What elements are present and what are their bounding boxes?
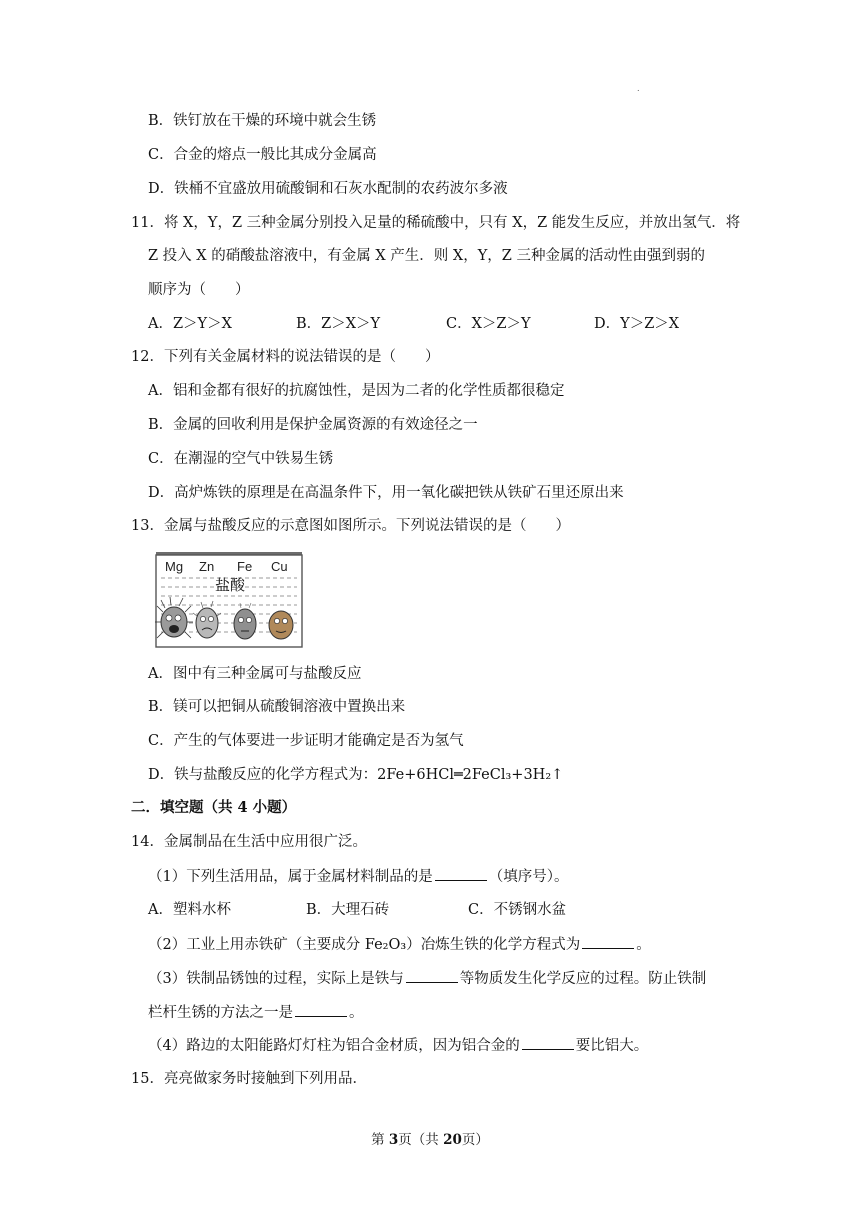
q14-part2 <box>148 934 651 955</box>
footer-suffix: 页） <box>461 1132 489 1148</box>
q14-part1 <box>148 866 568 887</box>
q11-option-a: A．Z＞Y＞X <box>148 316 232 332</box>
q14-part4-suffix: 要比铝大。 <box>575 1038 649 1054</box>
q14-part3-blank2[interactable] <box>295 1002 347 1017</box>
q14-part3-line1 <box>148 968 706 989</box>
q11-stem-line3: 顺序为（ ） <box>148 282 250 298</box>
q14-option-a: A．塑料水杯 <box>148 902 231 918</box>
q14-part1-text: （1）下列生活用品，属于金属材料制品的是 <box>148 869 433 885</box>
q13-option-d <box>148 765 563 785</box>
q10-option-d: D．铁桶不宜盛放用硫酸铜和石灰水配制的农药波尔多液 <box>148 181 508 197</box>
q10-option-c: C．合金的熔点一般比其成分金属高 <box>148 147 377 163</box>
metal-cu-character <box>269 611 293 639</box>
q15-stem: 15．亮亮做家务时接触到下列用品． <box>131 1071 367 1087</box>
q14-part2-suffix: 。 <box>636 937 651 953</box>
q13-option-a: A．图中有三种金属可与盐酸反应 <box>148 666 362 682</box>
q12-option-c: C．在潮湿的空气中铁易生锈 <box>148 451 334 467</box>
q14-part1-blank[interactable] <box>435 866 487 881</box>
metal-acid-illustration <box>155 550 303 648</box>
footer-total-pages: 20 <box>443 1132 462 1148</box>
q10-option-b: B．铁钉放在干燥的环境中就会生锈 <box>148 113 377 129</box>
q13-stem: 13．金属与盐酸反应的示意图如图所示。下列说法错误的是（ ） <box>131 518 570 534</box>
q14-part3-text: （3）铁制品锈蚀的过程，实际上是铁与 <box>148 971 404 987</box>
q14-part3-text2: 等物质发生化学反应的过程。防止铁制 <box>459 971 707 987</box>
q14-part2-blank[interactable] <box>582 934 634 949</box>
metal-fe-character <box>234 603 256 639</box>
metal-mg-character <box>155 597 193 638</box>
q11-option-d: D．Y＞Z＞X <box>594 316 680 332</box>
q14-option-b: B．大理石砖 <box>306 902 390 918</box>
q14-part4-blank[interactable] <box>522 1035 574 1050</box>
q14-part3-blank1[interactable] <box>406 968 458 983</box>
q13-option-d-text: D．铁与盐酸反应的化学方程式为： <box>148 767 378 783</box>
q11-stem-line1: 11．将 X，Y，Z 三种金属分别投入足量的稀硫酸中，只有 X，Z 能发生反应，并放出氢气．将 <box>131 215 741 231</box>
q14-stem: 14．金属制品在生活中应用很广泛。 <box>131 834 367 850</box>
q11-stem-line2: Z 投入 X 的硝酸盐溶液中，有金属 X 产生．则 X，Y，Z 三种金属的活动性由强到弱的 <box>148 248 705 264</box>
acid-label: 盐酸 <box>215 576 246 594</box>
footer-middle: 页（共 <box>398 1132 444 1148</box>
q12-option-b: B．金属的回收利用是保护金属资源的有效途径之一 <box>148 417 478 433</box>
q13-option-c: C．产生的气体要进一步证明才能确定是否为氢气 <box>148 733 464 749</box>
metal-acid-figure <box>155 550 303 648</box>
section-heading-fill-in: 二．填空题（共 4 小题） <box>131 799 297 816</box>
q14-option-c: C．不锈钢水盆 <box>468 902 567 918</box>
q14-part4-text: （4）路边的太阳能路灯灯柱为铝合金材质，因为铝合金的 <box>148 1038 520 1054</box>
q14-part3-text3: 栏杆生锈的方法之一是 <box>148 1005 293 1021</box>
q14-part2-text: （2）工业上用赤铁矿（主要成分 Fe₂O₃）冶炼生铁的化学方程式为 <box>148 937 581 953</box>
footer-page-number: 3 <box>388 1132 399 1148</box>
metal-label-fe: Fe <box>237 559 253 574</box>
corner-dot: . <box>637 84 640 93</box>
metal-label-mg: Mg <box>165 559 184 574</box>
q14-part3-line2 <box>148 1002 364 1023</box>
metal-label-zn: Zn <box>199 559 215 574</box>
page-footer <box>0 1130 860 1150</box>
metal-label-cu: Cu <box>271 559 288 574</box>
q14-part1-suffix: （填序号）。 <box>488 869 569 885</box>
footer-prefix: 第 <box>371 1132 389 1148</box>
q14-part3-suffix: 。 <box>349 1005 364 1021</box>
q11-option-c: C．X＞Z＞Y <box>446 316 531 332</box>
q12-option-a: A．铝和金都有很好的抗腐蚀性，是因为二者的化学性质都很稳定 <box>148 383 565 399</box>
metal-zn-character <box>193 601 221 638</box>
q11-option-b: B．Z＞X＞Y <box>296 316 381 332</box>
q12-stem: 12．下列有关金属材料的说法错误的是（ ） <box>131 349 440 365</box>
q14-part4 <box>148 1035 648 1056</box>
q13-option-d-equation: 2Fe+6HCl═2FeCl₃+3H₂↑ <box>377 767 564 783</box>
q12-option-d: D．高炉炼铁的原理是在高温条件下，用一氧化碳把铁从铁矿石里还原出来 <box>148 485 624 501</box>
q13-option-b: B．镁可以把铜从硫酸铜溶液中置换出来 <box>148 699 406 715</box>
